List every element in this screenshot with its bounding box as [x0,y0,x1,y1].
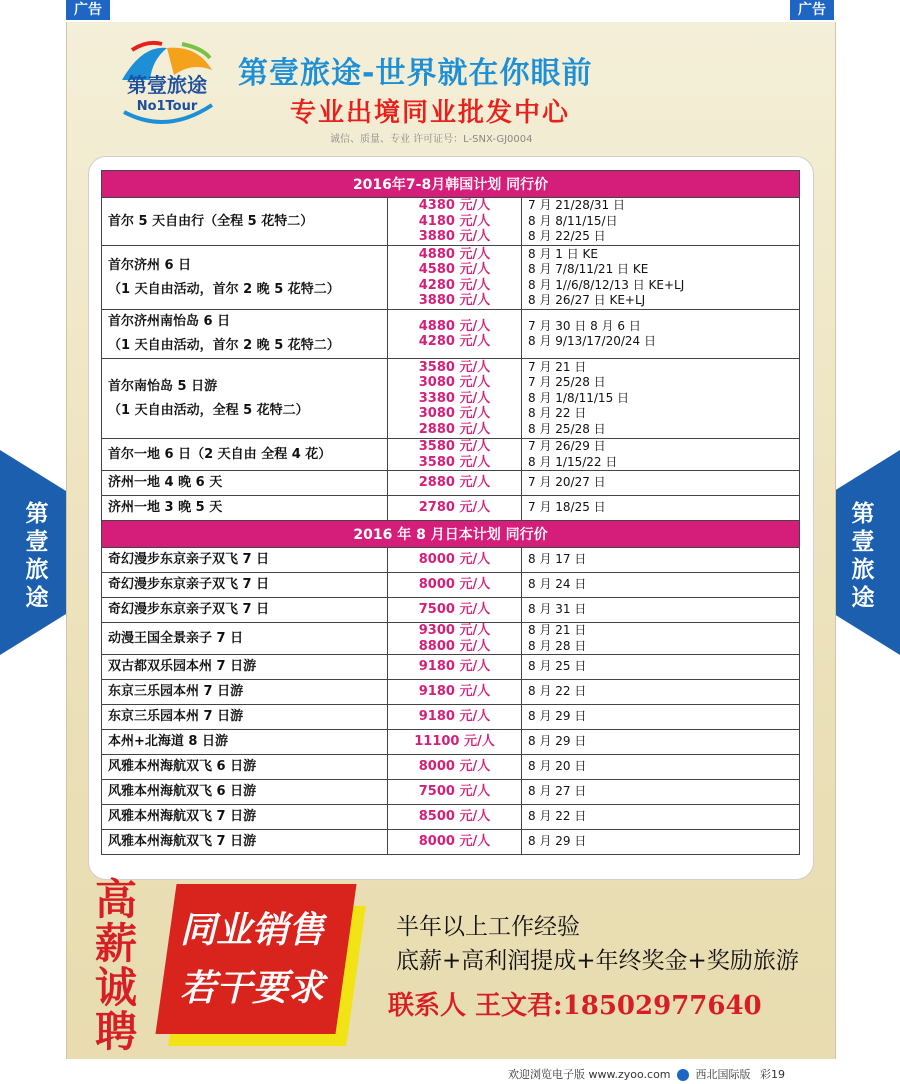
tour-name-cell [102,680,388,705]
tour-name-cell [102,655,388,680]
tour-price: 9180 元/人 [418,709,491,725]
tour-date-cell [522,310,800,359]
tour-date-cell [522,598,800,623]
tour-price-cell [388,548,522,573]
tour-name: 本州+北海道 8 日游 [108,734,228,749]
tour-name: 济州一地 3 晚 5 天 [108,500,223,515]
tour-date: 8 月 22 日 [528,684,587,699]
ad-tag-left: 广告 [66,0,110,20]
tour-price-cell [388,705,522,730]
tour-price: 3880 元/人 [418,229,491,245]
tour-price: 3580 元/人 [418,439,491,454]
tour-date: 8 月 25/28 日 [528,421,606,436]
tour-date-cell [522,655,800,680]
tour-name: 东京三乐园本州 7 日游 [108,709,244,724]
tour-price: 8800 元/人 [418,638,491,654]
tour-date-cell [522,755,800,780]
tour-price-cell [388,359,522,439]
tour-price: 2780 元/人 [418,500,491,516]
tour-date-cell [522,805,800,830]
tour-name-cell [102,755,388,780]
header-subtitle: 专业出境同业批发中心 [290,98,571,128]
tour-price: 7500 元/人 [418,784,491,800]
tour-date: 8 月 1//6/8/12/13 日 KE+LJ [528,277,685,292]
tour-date: 8 月 29 日 [528,709,587,724]
tour-row [102,246,800,310]
tour-date-cell [522,198,800,246]
tour-price: 9180 元/人 [418,684,491,700]
tour-name-cell [102,623,388,655]
tour-date: 8 月 1/15/22 日 [528,454,618,469]
tour-date: 8 月 17 日 [528,552,587,567]
tour-row [102,471,800,496]
side-label-left: 第壹旅途 [25,501,49,611]
tour-price: 3080 元/人 [418,406,491,422]
tour-name-cell [102,246,388,310]
tour-date: 8 月 8/11/15/日 [528,213,618,228]
tour-date: 8 月 29 日 [528,834,587,849]
tour-price: 2880 元/人 [418,475,491,491]
tour-name: 风雅本州海航双飞 6 日游 [108,759,257,774]
tour-price-cell [388,805,522,830]
tour-name-cell [102,496,388,521]
tour-price: 4580 元/人 [418,262,491,277]
tour-name: 首尔一地 6 日（2 天自由 全程 4 花） [108,446,332,462]
tour-name: （1 天自由活动，首尔 2 晚 5 花特二） [108,281,340,297]
tour-date: 8 月 24 日 [528,577,587,592]
requirement-1: 半年以上工作经验 [396,914,580,940]
recruit-box-line2: 若干要求 [180,968,325,1009]
ad-tag-right: 广告 [790,0,834,20]
tour-price: 8000 元/人 [418,759,491,775]
tour-date-cell [522,359,800,439]
tour-date: 8 月 31 日 [528,602,587,617]
tour-price-cell [388,471,522,496]
tour-name: 东京三乐园本州 7 日游 [108,684,244,699]
tour-date: 7 月 21 日 [528,359,587,374]
tour-row [102,623,800,655]
tour-name-cell [102,805,388,830]
recruit-headline: 高薪诚聘 [94,875,137,1056]
tour-date: 7 月 30 日 8 月 6 日 [528,318,641,333]
tour-date-cell [522,680,800,705]
tour-name: 奇幻漫步东京亲子双飞 7 日 [108,602,270,617]
tour-price-cell [388,623,522,655]
tour-row [102,705,800,730]
tour-date: 8 月 22 日 [528,406,587,421]
tour-price: 8000 元/人 [418,834,491,850]
tour-name: 奇幻漫步东京亲子双飞 7 日 [108,577,270,592]
tour-date-cell [522,496,800,521]
tour-row [102,755,800,780]
tour-date: 8 月 20 日 [528,759,587,774]
tour-price: 7500 元/人 [418,602,491,618]
tour-price-cell [388,830,522,855]
license-text: 诚信、质量、专业 许可证号：L-SNX-GJ0004 [330,134,533,145]
tour-name-cell [102,310,388,359]
tour-row [102,805,800,830]
tour-price-cell [388,755,522,780]
tour-price: 3580 元/人 [418,454,491,470]
footer-edition: 西北国际版 [695,1068,751,1081]
tour-date: 7 月 21/28/31 日 [528,198,625,213]
tour-price-cell [388,780,522,805]
tour-row [102,310,800,359]
tour-name-cell [102,439,388,471]
tour-date: 8 月 9/13/17/20/24 日 [528,334,656,348]
tour-price: 3880 元/人 [418,293,491,308]
tour-name: 首尔济州南怡岛 6 日 [108,314,231,329]
tour-row [102,439,800,471]
tour-name: （1 天自由活动，首尔 2 晚 5 花特二） [108,338,340,353]
tour-date: 8 月 7/8/11/21 日 KE [528,262,649,276]
tour-date-cell [522,246,800,310]
tour-price-cell [388,680,522,705]
tour-date-cell [522,830,800,855]
tour-price: 4280 元/人 [418,334,491,349]
tour-date: 8 月 29 日 [528,734,587,749]
tour-date: 8 月 25 日 [528,659,587,674]
tour-name-cell [102,573,388,598]
tour-name: 首尔 5 天自由行（全程 5 花特二） [108,213,314,229]
tour-name: 双古都双乐园本州 7 日游 [108,659,257,674]
tour-price: 9180 元/人 [418,659,491,675]
tour-date: 8 月 27 日 [528,784,587,799]
tour-date: 7 月 18/25 日 [528,500,606,515]
tour-row [102,730,800,755]
footer-logo-icon [677,1069,689,1081]
tour-name: （1 天自由活动，全程 5 花特二） [108,402,309,418]
tour-row [102,198,800,246]
tour-price: 4180 元/人 [418,213,491,229]
tour-name: 济州一地 4 晚 6 天 [108,475,223,490]
header-slogan: 第壹旅途-世界就在你眼前 [238,56,593,91]
tour-price-cell [388,246,522,310]
tour-name: 风雅本州海航双飞 6 日游 [108,784,257,799]
tour-name: 奇幻漫步东京亲子双飞 7 日 [108,552,270,567]
recruit-box [160,884,360,1052]
tour-row [102,830,800,855]
price-table [101,170,800,855]
tour-date-cell [522,573,800,598]
tour-price-cell [388,655,522,680]
tour-price: 4380 元/人 [418,198,491,214]
tour-name-cell [102,780,388,805]
tour-date-cell [522,548,800,573]
tour-price-cell [388,439,522,471]
tour-row [102,680,800,705]
tour-row [102,496,800,521]
tour-price: 4880 元/人 [418,318,491,334]
tour-date: 8 月 21 日 [528,623,587,637]
tour-price: 8000 元/人 [418,552,491,568]
tour-date-cell [522,439,800,471]
tour-name-cell [102,830,388,855]
tour-name-cell [102,598,388,623]
footer [508,1066,785,1082]
tour-name-cell [102,730,388,755]
tour-price: 3580 元/人 [418,359,491,375]
tour-price: 3380 元/人 [418,390,491,406]
tour-price: 8500 元/人 [418,809,491,825]
tour-date: 8 月 1 日 KE [528,246,598,261]
contact-info: 联系人 王文君:18502977640 [388,991,762,1021]
tour-price: 2880 元/人 [418,421,491,437]
tour-price: 11100 元/人 [414,734,495,750]
footer-text: 欢迎浏览电子版 www.zyoo.com [508,1068,671,1081]
tour-date-cell [522,730,800,755]
tour-price: 8000 元/人 [418,577,491,593]
tour-date: 8 月 22/25 日 [528,229,606,244]
tour-name: 首尔济州 6 日 [108,257,192,273]
tour-name-cell [102,705,388,730]
tour-price: 4880 元/人 [418,246,491,262]
tour-date: 7 月 20/27 日 [528,475,606,490]
logo-cn-text: 第壹旅途 [127,73,207,97]
tour-name: 风雅本州海航双飞 7 日游 [108,834,257,849]
tour-price-cell [388,573,522,598]
recruit-box-line1: 同业销售 [180,910,325,951]
side-label-right: 第壹旅途 [851,501,875,611]
logo-icon [112,40,222,130]
tour-name: 首尔南怡岛 5 日游 [108,378,218,394]
logo-en-text: No1Tour [136,99,198,114]
section-title: 2016年7-8月韩国计划 同行价 [102,171,800,198]
tour-row [102,548,800,573]
tour-price-cell [388,496,522,521]
tour-date: 7 月 25/28 日 [528,375,606,390]
tour-name-cell [102,359,388,439]
tour-price: 9300 元/人 [418,623,491,638]
tour-price-cell [388,730,522,755]
footer-page: 彩19 [760,1068,786,1081]
tour-row [102,359,800,439]
tour-price: 4280 元/人 [418,277,491,293]
tour-price-cell [388,198,522,246]
tour-date: 8 月 28 日 [528,638,587,653]
tour-row [102,598,800,623]
tour-price-cell [388,598,522,623]
tour-row [102,573,800,598]
tour-date-cell [522,471,800,496]
tour-name-cell [102,198,388,246]
requirement-2: 底薪+高利润提成+年终奖金+奖励旅游 [396,948,799,974]
tour-date: 8 月 22 日 [528,809,587,824]
section-header [102,521,800,548]
tour-row [102,780,800,805]
tour-name: 风雅本州海航双飞 7 日游 [108,809,257,824]
tour-row [102,655,800,680]
tour-date: 7 月 26/29 日 [528,439,606,453]
tour-price: 3080 元/人 [418,375,491,391]
tour-name-cell [102,548,388,573]
section-header [102,171,800,198]
tour-name: 动漫王国全景亲子 7 日 [108,630,244,646]
tour-date-cell [522,705,800,730]
tour-price-cell [388,310,522,359]
tour-date: 8 月 26/27 日 KE+LJ [528,293,646,307]
tour-date-cell [522,623,800,655]
tour-date: 8 月 1/8/11/15 日 [528,390,630,405]
tour-name-cell [102,471,388,496]
section-title: 2016 年 8 月日本计划 同行价 [102,521,800,548]
tour-date-cell [522,780,800,805]
